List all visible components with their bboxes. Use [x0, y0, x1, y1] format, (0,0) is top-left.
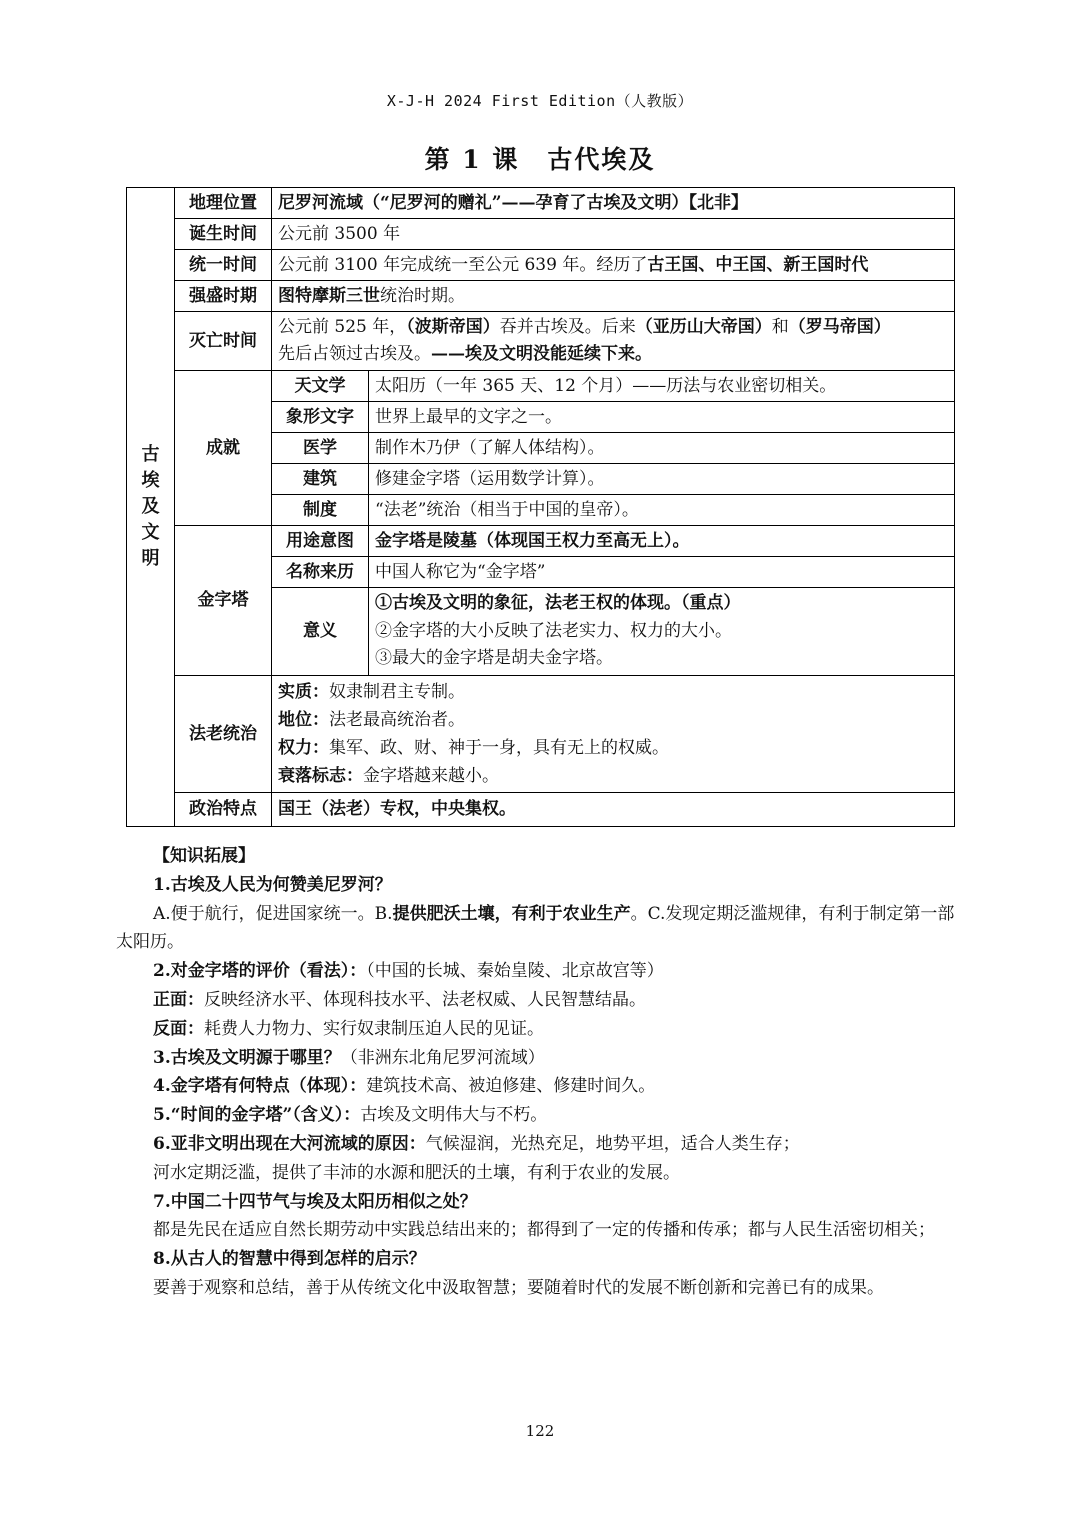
pharaoh-line	[278, 706, 948, 734]
pharaoh-line	[278, 678, 948, 706]
side-char: 文	[141, 521, 160, 543]
fall-persia: （波斯帝国）	[406, 317, 500, 337]
pyramid-origin-name: 名称来历	[272, 557, 369, 588]
answer-text: 耗费人力物力、实行奴隶制压迫人民的见证。	[204, 1018, 544, 1039]
peak-ruler: 图特摩斯三世	[278, 286, 380, 306]
fall-text: 吞并古埃及。后来	[499, 317, 636, 337]
side-char: 明	[141, 547, 160, 569]
answer: 都是先民在适应自然长期劳动中实践总结出来的；都得到了一定的传播和传承；都与人民生活密切相关；	[153, 1220, 935, 1241]
table-row	[127, 312, 955, 371]
pharaoh-line	[278, 762, 948, 790]
table-row	[127, 371, 955, 402]
meaning-line: ①古埃及文明的象征，法老王权的体现。（重点）	[375, 593, 741, 613]
row-label-peak: 强盛时期	[175, 281, 272, 312]
answer: 河水定期泛滥，提供了丰沛的水源和肥沃的土壤，有利于农业的发展。	[153, 1162, 680, 1183]
row-label-pyramid: 金字塔	[175, 526, 272, 676]
fall-alexander: （亚历山大帝国）	[635, 317, 772, 337]
question	[116, 1101, 966, 1130]
pyramid-origin-text: 中国人称它为“金字塔”	[369, 557, 955, 588]
row-label-fall: 灭亡时间	[175, 312, 272, 371]
question-text: 6.亚非文明出现在大河流域的原因：	[153, 1133, 426, 1154]
row-label-pharaoh: 法老统治	[175, 675, 272, 792]
question	[116, 957, 966, 986]
achievement-name: 制度	[272, 495, 369, 526]
peak-value	[272, 281, 955, 312]
question-text: 4.金字塔有何特点（体现）：	[153, 1076, 367, 1097]
row-label-birth: 诞生时间	[175, 219, 272, 250]
answer-text: 反映经济水平、体现科技水平、法老权威、人民智慧结晶。	[204, 989, 646, 1010]
achievement-name: 医学	[272, 433, 369, 464]
pharaoh-key: 衰落标志：	[278, 765, 363, 786]
unify-eras: 古王国、中王国、新王国时代	[647, 255, 869, 275]
side-label	[127, 188, 175, 827]
answer	[116, 986, 966, 1015]
side-char: 及	[141, 495, 160, 517]
pharaoh-val: 金字塔越来越小。	[363, 765, 499, 786]
achievement-text: 修建金字塔（运用数学计算）。	[369, 464, 955, 495]
table-row	[127, 792, 955, 826]
question	[116, 1044, 966, 1073]
unify-text: 公元前 3100 年完成统一至公元 639 年。经历了	[278, 255, 648, 275]
knowledge-section	[116, 842, 966, 1303]
birth-value: 公元前 3500 年	[272, 219, 955, 250]
fall-text: 和	[771, 317, 789, 337]
table-row	[127, 281, 955, 312]
answer-key: 正面：	[153, 989, 204, 1010]
table-row	[127, 219, 955, 250]
achievement-text: 世界上最早的文字之一。	[369, 402, 955, 433]
answer-text: 。C.发现定期泛滥规律，有利于制定第一部太阳历。	[116, 903, 955, 953]
fall-text: 公元前 525 年，	[278, 317, 407, 337]
answer-key: 反面：	[153, 1018, 204, 1039]
summary-table	[126, 187, 955, 827]
row-label-politics: 政治特点	[175, 792, 272, 826]
lesson-topic: 古代埃及	[547, 145, 656, 174]
question	[116, 1072, 966, 1101]
answer	[116, 1015, 966, 1044]
question-text: 3.古埃及文明源于哪里？	[153, 1047, 341, 1068]
fall-conclusion: ——埃及文明没能延续下来。	[431, 344, 652, 364]
pyramid-meaning-name: 意义	[272, 588, 369, 676]
running-header: X-J-H 2024 First Edition（人教版）	[386, 92, 694, 110]
answer-key: 提供肥沃土壤，有利于农业生产	[392, 903, 631, 924]
politics-value: 国王（法老）专权，中央集权。	[272, 792, 955, 826]
question	[116, 1130, 966, 1159]
achievement-text: “法老”统治（相当于中国的皇帝）。	[369, 495, 955, 526]
question-note: （中国的长城、秦始皇陵、北京故宫等）	[366, 961, 664, 982]
pharaoh-key: 地位：	[278, 709, 329, 730]
answer-text: 建筑技术高、被迫修建、修建时间久。	[366, 1076, 656, 1097]
answer-text: （非洲东北角尼罗河流域）	[340, 1047, 545, 1068]
table-row	[127, 675, 955, 792]
meaning-line: ②金字塔的大小反映了法老实力、权力的大小。	[375, 620, 732, 641]
answer-text: 气候湿润，光热充足，地势平坦，适合人类生存；	[425, 1133, 800, 1154]
lesson-title	[0, 140, 1080, 176]
question-text: 5.“时间的金字塔”（含义）：	[153, 1105, 361, 1126]
achievement-text: 太阳历（一年 365 天、12 个月）——历法与农业密切相关。	[369, 371, 955, 402]
table-row	[127, 188, 955, 219]
geo-value: 尼罗河流域（“尼罗河的赠礼”——孕育了古埃及文明）【北非】	[272, 188, 955, 219]
row-label-achievements: 成就	[175, 371, 272, 526]
achievement-name: 天文学	[272, 371, 369, 402]
pharaoh-value	[272, 675, 955, 792]
question: 1.古埃及人民为何赞美尼罗河？	[153, 874, 392, 895]
table-row	[127, 250, 955, 281]
knowledge-heading: 【知识拓展】	[153, 846, 255, 866]
side-char: 古	[141, 443, 160, 465]
pharaoh-line	[278, 734, 948, 762]
meaning-line: ③最大的金字塔是胡夫金字塔。	[375, 648, 613, 668]
pyramid-purpose-text: 金字塔是陵墓（体现国王权力至高无上）。	[369, 526, 955, 557]
fall-value	[272, 312, 955, 371]
lesson-number: 第 1 课	[424, 145, 520, 174]
pharaoh-key: 权力：	[278, 737, 329, 758]
pharaoh-key: 实质：	[278, 681, 329, 702]
question-text: 2.对金字塔的评价（看法）：	[153, 961, 367, 982]
pyramid-purpose-name: 用途意图	[272, 526, 369, 557]
unify-value	[272, 250, 955, 281]
pharaoh-val: 奴隶制君主专制。	[329, 681, 465, 702]
row-label-unify: 统一时间	[175, 250, 272, 281]
answer: 要善于观察和总结，善于从传统文化中汲取智慧；要随着时代的发展不断创新和完善已有的成果。	[153, 1277, 884, 1298]
side-char: 埃	[141, 469, 160, 491]
achievement-name: 象形文字	[272, 402, 369, 433]
row-label-geo: 地理位置	[175, 188, 272, 219]
answer-text: 古埃及文明伟大与不朽。	[360, 1105, 548, 1126]
achievement-text: 制作木乃伊（了解人体结构）。	[369, 433, 955, 464]
pyramid-meaning-text	[369, 588, 955, 676]
fall-text: 先后占领过古埃及。	[278, 344, 431, 364]
table-row	[127, 526, 955, 557]
answer	[116, 900, 966, 958]
pharaoh-val: 法老最高统治者。	[329, 709, 465, 730]
fall-rome: （罗马帝国）	[788, 317, 891, 337]
question: 8.从古人的智慧中得到怎样的启示？	[153, 1249, 426, 1270]
page-number: 122	[525, 1422, 555, 1440]
question: 7.中国二十四节气与埃及太阳历相似之处？	[153, 1191, 477, 1212]
peak-text: 统治时期。	[380, 286, 465, 306]
achievement-name: 建筑	[272, 464, 369, 495]
answer-text: A.便于航行，促进国家统一。B.	[153, 903, 393, 924]
pharaoh-val: 集军、政、财、神于一身，具有无上的权威。	[329, 737, 669, 758]
